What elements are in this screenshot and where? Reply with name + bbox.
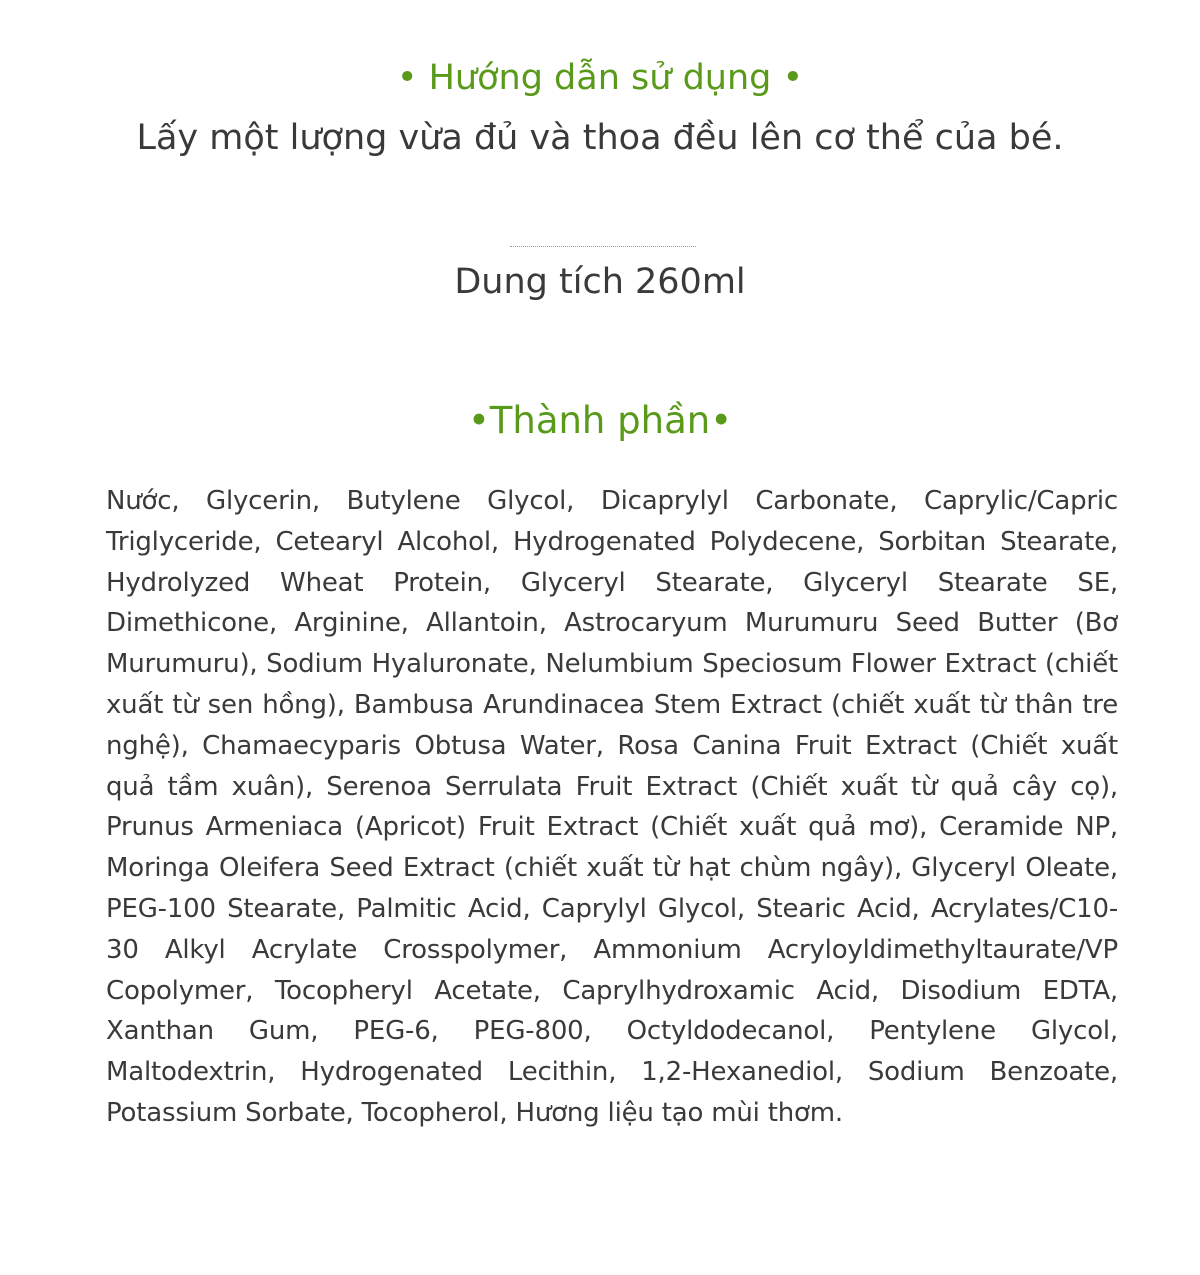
usage-instructions: Lấy một lượng vừa đủ và thoa đều lên cơ thể của bé. bbox=[136, 118, 1064, 158]
ingredients-list: Nước, Glycerin, Butylene Glycol, Dicaprylyl Carbonate, Caprylic/Capric Triglyceride, Cetearyl Alcohol, Hydrogenated Polydecene, Sorbitan Stearate, Hydrolyzed Wheat Protein, Glyceryl Stearate, Glyceryl Stearate SE, Dimethicone, Arginine, Allantoin, Astrocaryum Murumuru Seed Butter (Bơ Murumuru), Sodium Hyaluronate, Nelumbium Speciosum Flower Extract (chiết xuất từ sen hồng), Bambusa Arundinacea Stem Extract (chiết xuất từ thân tre nghệ), Chamaecyparis Obtusa Water, Rosa Canina Fruit Extract (Chiết xuất quả tầm xuân), Serenoa Serrulata Fruit Extract (Chiết xuất từ quả cây cọ), Prunus Armeniaca (Apricot) Fruit Extract (Chiết xuất quả mơ), Ceramide NP, Moringa Oleifera Seed Extract (chiết xuất từ hạt chùm ngây), Glyceryl Oleate, PEG-100 Stearate, Palmitic Acid, Caprylyl Glycol, Stearic Acid, Acrylates/C10-30 Alkyl Acrylate Crosspolymer, Ammonium Acryloyldimethyltaurate/VP Copolymer, Tocopheryl Acetate, Caprylhydroxamic Acid, Disodium EDTA, Xanthan Gum, PEG-6, PEG-800, Octyldodecanol, Pentylene Glycol, Maltodextrin, Hydrogenated Lecithin, 1,2-Hexanediol, Sodium Benzoate, Potassium Sorbate, Tocopherol, Hương liệu tạo mùi thơm. bbox=[106, 486, 1118, 1128]
ingredients-heading: •Thành phần• bbox=[467, 399, 733, 442]
volume-label: Dung tích 260ml bbox=[454, 262, 746, 302]
usage-heading: • Hướng dẫn sử dụng • bbox=[396, 58, 804, 98]
section-divider bbox=[510, 246, 696, 247]
